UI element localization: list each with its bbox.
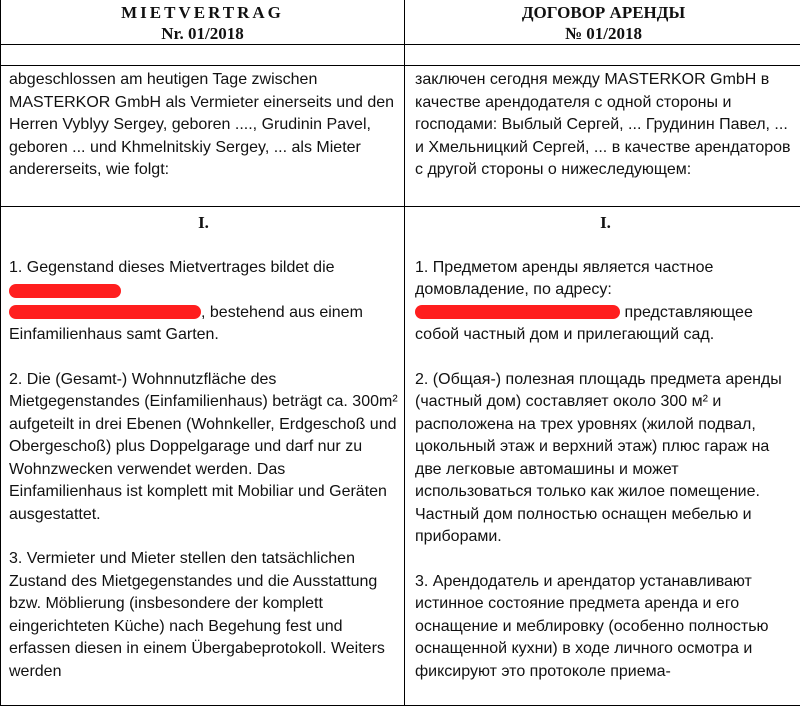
redaction-mark — [9, 305, 201, 319]
russian-section-cell — [405, 207, 800, 706]
german-paragraph-3: 3. Vermieter und Mieter stellen den tatsächlichen Zustand des Mietgegenstandes und die Ausstattung bzw. Möblierung (insbesondere der komplett eingerichteten Küche) nach Begehung fest und erfassen diesen in einem Übergabeprotokoll. Weiters werden — [9, 550, 385, 680]
russian-section — [405, 207, 800, 683]
german-paragraph-2: 2. Die (Gesamt-) Wohnnutzfläche des Mietgegenstandes (Einfamilienhaus) beträgt ca. 300m² aufgeteilt in drei Ebenen (Wohnkeller, Erdgeschoß und Obergeschoß) plus Doppelgarage und darf nur zu Wohnzwecken verwendet werden. Das Einfamilienhaus ist komplett mit Mobiliar und Geräten ausgestattet. — [9, 370, 398, 523]
german-title: MIETVERTRAG — [121, 3, 284, 22]
russian-title: ДОГОВОР АРЕНДЫ — [521, 3, 686, 22]
german-p1-end: , bestehend aus einem Einfamilienhaus samt Garten. — [9, 303, 363, 343]
russian-number: № 01/2018 — [564, 24, 643, 43]
section-row — [1, 207, 800, 706]
german-p1-start: 1. Gegenstand dieses Mietvertrages bildet die — [9, 258, 335, 276]
german-intro-cell — [1, 66, 405, 207]
intro-row — [1, 66, 800, 207]
german-section-cell — [1, 207, 405, 706]
german-paragraph-1 — [9, 257, 398, 347]
russian-p1-start: 1. Предметом аренды является частное домовладение, по адресу: — [415, 258, 714, 298]
german-number: Nr. 01/2018 — [161, 24, 244, 43]
redaction-mark — [9, 284, 121, 298]
spacer-row — [1, 45, 800, 66]
russian-header — [405, 0, 800, 44]
redaction-mark — [415, 305, 620, 319]
german-section — [1, 207, 404, 683]
german-section-number: I. — [198, 213, 209, 232]
header-row — [1, 0, 800, 45]
spacer-cell-left — [1, 45, 405, 66]
russian-intro: заключен сегодня между MASTERKOR GmbH в качестве арендодателя с одной стороны и господами: Выблый Сергей, ... Грудинин Павел, ... и Хмельницкий Сергей, ... в качестве арендаторов с другой стороны о нижеследующем: — [415, 71, 791, 178]
russian-section-number: I. — [600, 213, 611, 232]
russian-p1-end: представляющее собой частный дом и прилегающий сад. — [415, 303, 753, 343]
russian-intro-cell — [405, 66, 800, 207]
german-header — [1, 0, 404, 44]
russian-paragraph-2: 2. (Общая-) полезная площадь предмета аренды (частный дом) составляет около 300 м² и расположена на трех уровнях (жилой подвал, цокольный этаж и верхний этаж) плюс гараж на две легковые автомашины и может использоваться только как жилое помещение. Частный дом полностью оснащен мебелью и приборами. — [415, 370, 782, 545]
russian-paragraph-3: 3. Арендодатель и арендатор устанавливают истинное состояние предмета аренда и его оснащение и меблировку (особенно полностью оснащенной кухни) в ходе личного осмотра и фиксируют это протоколе приема- — [415, 572, 769, 680]
german-intro: abgeschlossen am heutigen Tage zwischen MASTERKOR GmbH als Vermieter einerseits und den Herren Vyblyy Sergey, geboren ...., Grudinin Pavel, geboren ... und Khmelnitskiy Sergey, ... als Mieter andererseits, wie folgt: — [9, 71, 395, 178]
russian-paragraph-1 — [415, 257, 796, 347]
spacer-cell-right — [405, 45, 800, 66]
russian-header-cell — [405, 0, 800, 45]
german-header-cell — [1, 0, 405, 45]
